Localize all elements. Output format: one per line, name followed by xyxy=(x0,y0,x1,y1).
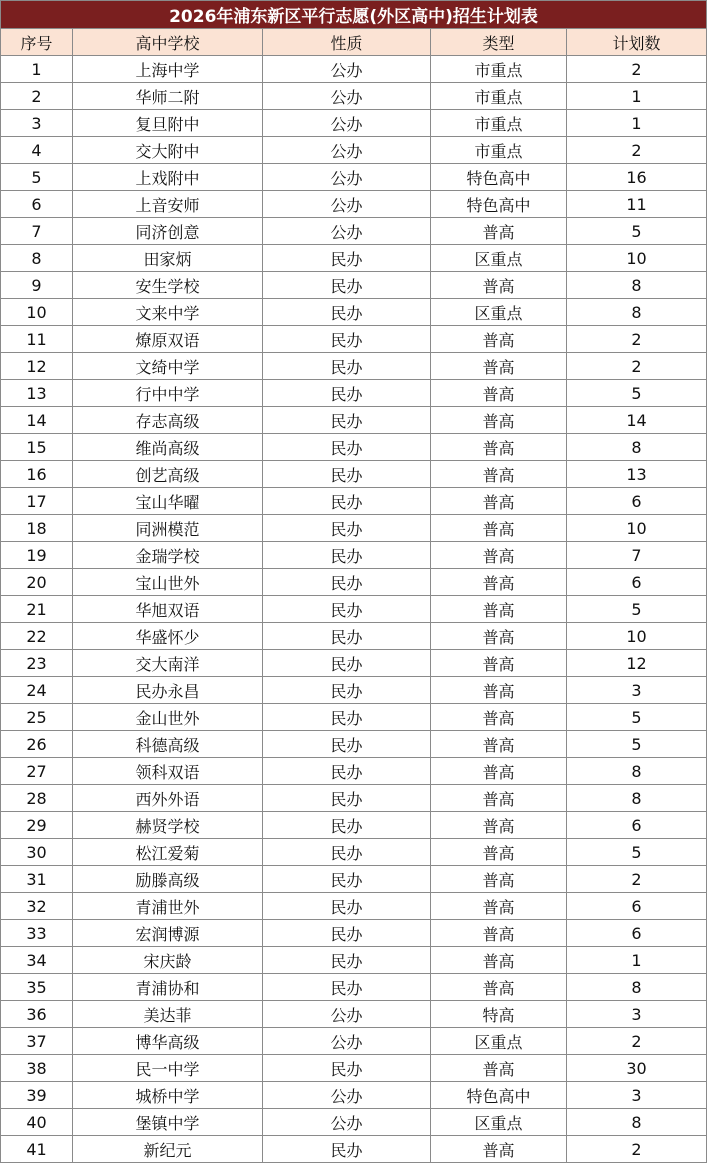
cell-index: 41 xyxy=(1,1136,73,1163)
cell-type: 普高 xyxy=(431,542,567,569)
cell-index: 11 xyxy=(1,326,73,353)
table-row xyxy=(1,1055,707,1082)
table-row xyxy=(1,1001,707,1028)
cell-type: 普高 xyxy=(431,326,567,353)
cell-index: 9 xyxy=(1,272,73,299)
cell-nature: 民办 xyxy=(263,704,431,731)
cell-nature: 民办 xyxy=(263,380,431,407)
cell-index: 38 xyxy=(1,1055,73,1082)
cell-plan-count: 8 xyxy=(567,974,707,1001)
cell-school: 宏润博源 xyxy=(73,920,263,947)
cell-school: 城桥中学 xyxy=(73,1082,263,1109)
cell-school: 宝山世外 xyxy=(73,569,263,596)
header-school: 高中学校 xyxy=(73,29,263,56)
cell-plan-count: 3 xyxy=(567,677,707,704)
cell-school: 青浦世外 xyxy=(73,893,263,920)
cell-plan-count: 3 xyxy=(567,1082,707,1109)
title-row xyxy=(1,1,707,29)
cell-type: 普高 xyxy=(431,569,567,596)
cell-plan-count: 5 xyxy=(567,704,707,731)
cell-type: 区重点 xyxy=(431,1109,567,1136)
cell-nature: 民办 xyxy=(263,839,431,866)
cell-type: 特色高中 xyxy=(431,1082,567,1109)
cell-plan-count: 6 xyxy=(567,893,707,920)
cell-nature: 民办 xyxy=(263,758,431,785)
cell-plan-count: 8 xyxy=(567,299,707,326)
cell-nature: 民办 xyxy=(263,434,431,461)
cell-nature: 民办 xyxy=(263,542,431,569)
cell-type: 普高 xyxy=(431,434,567,461)
cell-index: 14 xyxy=(1,407,73,434)
cell-nature: 民办 xyxy=(263,299,431,326)
cell-school: 金山世外 xyxy=(73,704,263,731)
cell-type: 普高 xyxy=(431,650,567,677)
table-row xyxy=(1,299,707,326)
cell-index: 29 xyxy=(1,812,73,839)
cell-type: 普高 xyxy=(431,488,567,515)
table-row xyxy=(1,1028,707,1055)
cell-plan-count: 1 xyxy=(567,83,707,110)
cell-school: 交大附中 xyxy=(73,137,263,164)
cell-type: 市重点 xyxy=(431,56,567,83)
cell-plan-count: 30 xyxy=(567,1055,707,1082)
cell-plan-count: 5 xyxy=(567,839,707,866)
cell-index: 36 xyxy=(1,1001,73,1028)
table-row xyxy=(1,353,707,380)
cell-plan-count: 2 xyxy=(567,1136,707,1163)
cell-index: 4 xyxy=(1,137,73,164)
cell-nature: 公办 xyxy=(263,1001,431,1028)
table-row xyxy=(1,812,707,839)
cell-type: 普高 xyxy=(431,1136,567,1163)
cell-nature: 公办 xyxy=(263,137,431,164)
cell-type: 普高 xyxy=(431,704,567,731)
cell-school: 田家炳 xyxy=(73,245,263,272)
cell-school: 科德高级 xyxy=(73,731,263,758)
cell-plan-count: 16 xyxy=(567,164,707,191)
cell-index: 24 xyxy=(1,677,73,704)
cell-index: 8 xyxy=(1,245,73,272)
cell-nature: 公办 xyxy=(263,218,431,245)
header-plan-count: 计划数 xyxy=(567,29,707,56)
table-row xyxy=(1,326,707,353)
cell-plan-count: 5 xyxy=(567,218,707,245)
cell-plan-count: 12 xyxy=(567,650,707,677)
cell-nature: 公办 xyxy=(263,1028,431,1055)
cell-school: 金瑞学校 xyxy=(73,542,263,569)
cell-plan-count: 10 xyxy=(567,245,707,272)
cell-index: 12 xyxy=(1,353,73,380)
cell-type: 普高 xyxy=(431,812,567,839)
table-body xyxy=(1,56,707,1163)
cell-type: 普高 xyxy=(431,839,567,866)
cell-school: 赫贤学校 xyxy=(73,812,263,839)
cell-plan-count: 13 xyxy=(567,461,707,488)
cell-school: 新纪元 xyxy=(73,1136,263,1163)
cell-school: 行中中学 xyxy=(73,380,263,407)
cell-nature: 民办 xyxy=(263,461,431,488)
cell-plan-count: 2 xyxy=(567,137,707,164)
cell-index: 18 xyxy=(1,515,73,542)
table-row xyxy=(1,380,707,407)
cell-nature: 公办 xyxy=(263,56,431,83)
cell-school: 美达菲 xyxy=(73,1001,263,1028)
cell-type: 普高 xyxy=(431,596,567,623)
cell-plan-count: 6 xyxy=(567,812,707,839)
cell-school: 燎原双语 xyxy=(73,326,263,353)
cell-type: 特色高中 xyxy=(431,191,567,218)
cell-index: 34 xyxy=(1,947,73,974)
cell-school: 宝山华曜 xyxy=(73,488,263,515)
table-row xyxy=(1,218,707,245)
cell-school: 文绮中学 xyxy=(73,353,263,380)
cell-index: 5 xyxy=(1,164,73,191)
cell-plan-count: 6 xyxy=(567,488,707,515)
cell-type: 普高 xyxy=(431,677,567,704)
table-row xyxy=(1,542,707,569)
cell-index: 17 xyxy=(1,488,73,515)
cell-plan-count: 7 xyxy=(567,542,707,569)
cell-nature: 民办 xyxy=(263,245,431,272)
table-row xyxy=(1,191,707,218)
cell-school: 博华高级 xyxy=(73,1028,263,1055)
cell-nature: 公办 xyxy=(263,110,431,137)
cell-type: 普高 xyxy=(431,893,567,920)
table-row xyxy=(1,56,707,83)
cell-type: 市重点 xyxy=(431,110,567,137)
cell-plan-count: 10 xyxy=(567,515,707,542)
table-title: 2026年浦东新区平行志愿(外区高中)招生计划表 xyxy=(1,1,707,29)
cell-nature: 公办 xyxy=(263,83,431,110)
cell-nature: 民办 xyxy=(263,488,431,515)
cell-school: 华盛怀少 xyxy=(73,623,263,650)
cell-type: 普高 xyxy=(431,272,567,299)
table-row xyxy=(1,83,707,110)
cell-index: 32 xyxy=(1,893,73,920)
cell-nature: 民办 xyxy=(263,407,431,434)
cell-plan-count: 5 xyxy=(567,380,707,407)
cell-type: 普高 xyxy=(431,407,567,434)
cell-nature: 民办 xyxy=(263,353,431,380)
table-row xyxy=(1,731,707,758)
cell-nature: 民办 xyxy=(263,1055,431,1082)
header-index: 序号 xyxy=(1,29,73,56)
cell-type: 普高 xyxy=(431,218,567,245)
cell-type: 普高 xyxy=(431,623,567,650)
header-nature: 性质 xyxy=(263,29,431,56)
cell-index: 2 xyxy=(1,83,73,110)
cell-type: 区重点 xyxy=(431,1028,567,1055)
table-row xyxy=(1,1109,707,1136)
cell-nature: 民办 xyxy=(263,650,431,677)
cell-plan-count: 14 xyxy=(567,407,707,434)
table-row xyxy=(1,785,707,812)
cell-nature: 公办 xyxy=(263,164,431,191)
cell-plan-count: 8 xyxy=(567,434,707,461)
cell-index: 1 xyxy=(1,56,73,83)
cell-index: 22 xyxy=(1,623,73,650)
cell-type: 区重点 xyxy=(431,299,567,326)
table-row xyxy=(1,920,707,947)
cell-school: 华师二附 xyxy=(73,83,263,110)
table-row xyxy=(1,272,707,299)
cell-school: 上海中学 xyxy=(73,56,263,83)
cell-school: 领科双语 xyxy=(73,758,263,785)
cell-plan-count: 2 xyxy=(567,1028,707,1055)
cell-index: 33 xyxy=(1,920,73,947)
cell-type: 特色高中 xyxy=(431,164,567,191)
cell-school: 创艺高级 xyxy=(73,461,263,488)
cell-index: 10 xyxy=(1,299,73,326)
cell-nature: 民办 xyxy=(263,866,431,893)
cell-nature: 民办 xyxy=(263,893,431,920)
cell-nature: 民办 xyxy=(263,326,431,353)
cell-plan-count: 8 xyxy=(567,785,707,812)
cell-school: 复旦附中 xyxy=(73,110,263,137)
cell-index: 35 xyxy=(1,974,73,1001)
cell-type: 市重点 xyxy=(431,83,567,110)
cell-type: 普高 xyxy=(431,758,567,785)
cell-nature: 民办 xyxy=(263,731,431,758)
table-row xyxy=(1,623,707,650)
cell-index: 39 xyxy=(1,1082,73,1109)
table-row xyxy=(1,110,707,137)
cell-index: 7 xyxy=(1,218,73,245)
cell-index: 37 xyxy=(1,1028,73,1055)
cell-plan-count: 2 xyxy=(567,56,707,83)
cell-school: 维尚高级 xyxy=(73,434,263,461)
table-row xyxy=(1,947,707,974)
cell-index: 28 xyxy=(1,785,73,812)
cell-school: 宋庆龄 xyxy=(73,947,263,974)
table-row xyxy=(1,488,707,515)
cell-school: 上音安师 xyxy=(73,191,263,218)
cell-nature: 公办 xyxy=(263,1109,431,1136)
cell-school: 民一中学 xyxy=(73,1055,263,1082)
table-row xyxy=(1,677,707,704)
cell-plan-count: 1 xyxy=(567,110,707,137)
cell-nature: 民办 xyxy=(263,920,431,947)
table-row xyxy=(1,515,707,542)
table-row xyxy=(1,704,707,731)
cell-nature: 民办 xyxy=(263,596,431,623)
cell-type: 普高 xyxy=(431,866,567,893)
cell-index: 40 xyxy=(1,1109,73,1136)
cell-school: 励滕高级 xyxy=(73,866,263,893)
cell-type: 普高 xyxy=(431,920,567,947)
cell-index: 16 xyxy=(1,461,73,488)
table-row xyxy=(1,650,707,677)
cell-index: 26 xyxy=(1,731,73,758)
cell-plan-count: 3 xyxy=(567,1001,707,1028)
cell-school: 交大南洋 xyxy=(73,650,263,677)
cell-index: 31 xyxy=(1,866,73,893)
cell-nature: 民办 xyxy=(263,677,431,704)
cell-plan-count: 8 xyxy=(567,272,707,299)
header-type: 类型 xyxy=(431,29,567,56)
cell-index: 13 xyxy=(1,380,73,407)
cell-plan-count: 10 xyxy=(567,623,707,650)
table-row xyxy=(1,1136,707,1163)
cell-plan-count: 1 xyxy=(567,947,707,974)
cell-school: 堡镇中学 xyxy=(73,1109,263,1136)
cell-school: 存志高级 xyxy=(73,407,263,434)
cell-type: 普高 xyxy=(431,515,567,542)
cell-nature: 公办 xyxy=(263,1082,431,1109)
table-row xyxy=(1,596,707,623)
cell-type: 普高 xyxy=(431,380,567,407)
table-row xyxy=(1,893,707,920)
cell-type: 普高 xyxy=(431,353,567,380)
cell-plan-count: 11 xyxy=(567,191,707,218)
cell-plan-count: 6 xyxy=(567,569,707,596)
cell-school: 同济创意 xyxy=(73,218,263,245)
cell-index: 3 xyxy=(1,110,73,137)
cell-school: 同洲模范 xyxy=(73,515,263,542)
cell-index: 25 xyxy=(1,704,73,731)
cell-nature: 民办 xyxy=(263,623,431,650)
cell-nature: 公办 xyxy=(263,191,431,218)
table-row xyxy=(1,1082,707,1109)
cell-plan-count: 2 xyxy=(567,353,707,380)
cell-nature: 民办 xyxy=(263,1136,431,1163)
cell-plan-count: 5 xyxy=(567,731,707,758)
cell-type: 普高 xyxy=(431,785,567,812)
cell-index: 23 xyxy=(1,650,73,677)
cell-index: 20 xyxy=(1,569,73,596)
cell-school: 民办永昌 xyxy=(73,677,263,704)
cell-school: 安生学校 xyxy=(73,272,263,299)
cell-type: 普高 xyxy=(431,731,567,758)
cell-plan-count: 8 xyxy=(567,1109,707,1136)
table-row xyxy=(1,434,707,461)
cell-nature: 民办 xyxy=(263,272,431,299)
cell-school: 西外外语 xyxy=(73,785,263,812)
table-row xyxy=(1,164,707,191)
cell-plan-count: 2 xyxy=(567,326,707,353)
header-row xyxy=(1,29,707,56)
cell-index: 30 xyxy=(1,839,73,866)
cell-type: 普高 xyxy=(431,1055,567,1082)
table-row xyxy=(1,569,707,596)
table-row xyxy=(1,839,707,866)
cell-school: 华旭双语 xyxy=(73,596,263,623)
cell-index: 27 xyxy=(1,758,73,785)
cell-school: 青浦协和 xyxy=(73,974,263,1001)
cell-school: 松江爱菊 xyxy=(73,839,263,866)
cell-plan-count: 6 xyxy=(567,920,707,947)
table-row xyxy=(1,758,707,785)
cell-plan-count: 5 xyxy=(567,596,707,623)
table-row xyxy=(1,974,707,1001)
table-row xyxy=(1,866,707,893)
cell-nature: 民办 xyxy=(263,569,431,596)
cell-index: 21 xyxy=(1,596,73,623)
cell-nature: 民办 xyxy=(263,515,431,542)
table-row xyxy=(1,137,707,164)
table-row xyxy=(1,461,707,488)
cell-index: 6 xyxy=(1,191,73,218)
cell-type: 普高 xyxy=(431,461,567,488)
cell-plan-count: 8 xyxy=(567,758,707,785)
table-row xyxy=(1,245,707,272)
cell-type: 普高 xyxy=(431,974,567,1001)
cell-type: 市重点 xyxy=(431,137,567,164)
cell-type: 普高 xyxy=(431,947,567,974)
cell-school: 文来中学 xyxy=(73,299,263,326)
cell-type: 特高 xyxy=(431,1001,567,1028)
cell-school: 上戏附中 xyxy=(73,164,263,191)
cell-nature: 民办 xyxy=(263,785,431,812)
cell-type: 区重点 xyxy=(431,245,567,272)
cell-nature: 民办 xyxy=(263,974,431,1001)
cell-plan-count: 2 xyxy=(567,866,707,893)
cell-nature: 民办 xyxy=(263,812,431,839)
cell-index: 15 xyxy=(1,434,73,461)
table-row xyxy=(1,407,707,434)
cell-nature: 民办 xyxy=(263,947,431,974)
cell-index: 19 xyxy=(1,542,73,569)
